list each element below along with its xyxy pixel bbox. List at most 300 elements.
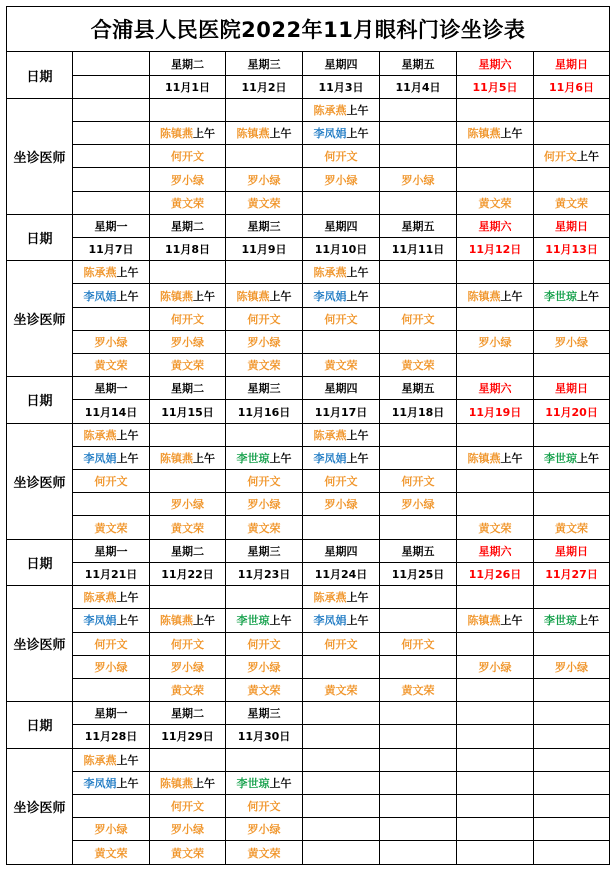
schedule-cell [150, 191, 226, 214]
doctor-name: 陈承燕 [83, 591, 117, 605]
session-label: 上午 [500, 614, 523, 628]
date-cell: 11月25日 [380, 562, 457, 585]
session-label: 上午 [346, 127, 369, 141]
schedule-cell [150, 470, 226, 493]
doctor-name: 李凤娟 [313, 127, 347, 141]
schedule-cell [150, 493, 226, 516]
schedule-cell [380, 122, 457, 145]
schedule-cell [150, 330, 226, 353]
schedule-cell [226, 516, 303, 539]
date-cell: 11月17日 [303, 400, 380, 423]
session-label: 上午 [577, 150, 600, 164]
date-label: 日期 [7, 52, 73, 98]
doctor-name: 李世琼 [236, 451, 270, 465]
doctor-name: 陈镇燕 [160, 451, 193, 465]
schedule-cell [303, 122, 380, 145]
doctor-row [7, 818, 610, 841]
date-cell: 11月8日 [150, 238, 226, 261]
date-cell: 11月23日 [226, 562, 303, 585]
doctor-name: 罗小绿 [171, 498, 204, 512]
doctor-row [7, 516, 610, 539]
doctor-name: 何开文 [94, 637, 128, 651]
schedule-cell [457, 794, 534, 817]
doctor-row [7, 632, 610, 655]
schedule-cell [226, 794, 303, 817]
date-cell: 11月5日 [457, 75, 534, 98]
weekday-cell: 星期一 [73, 539, 150, 562]
weekday-cell: 星期三 [226, 377, 303, 400]
doctor-name: 罗小绿 [401, 173, 435, 187]
schedule-cell [534, 354, 610, 377]
schedule-cell [150, 794, 226, 817]
schedule-cell [303, 841, 380, 865]
doctor-row [7, 330, 610, 353]
schedule-cell [226, 122, 303, 145]
doctor-name: 何开文 [247, 800, 281, 814]
doctor-name: 黄文荣 [247, 521, 281, 535]
schedule-cell [380, 632, 457, 655]
date-label: 日期 [7, 702, 73, 748]
doctor-name: 罗小绿 [324, 173, 358, 187]
doctor-name: 黄文荣 [401, 359, 435, 373]
schedule-cell [303, 470, 380, 493]
date-row [7, 238, 610, 261]
schedule-cell [226, 493, 303, 516]
schedule-cell [303, 586, 380, 609]
schedule-cell [380, 98, 457, 121]
schedule-cell [73, 818, 150, 841]
schedule-cell [73, 284, 150, 307]
doctor-name: 罗小绿 [171, 335, 204, 349]
schedule-cell [380, 145, 457, 168]
date-row [7, 562, 610, 585]
schedule-cell [457, 470, 534, 493]
doctor-row [7, 446, 610, 469]
doctor-name: 何开文 [401, 475, 435, 489]
doctor-row [7, 678, 610, 701]
date-cell: 11月21日 [73, 562, 150, 585]
doctor-name: 何开文 [171, 150, 204, 164]
doctor-row [7, 423, 610, 446]
schedule-cell [150, 771, 226, 794]
doctor-name: 李凤娟 [83, 451, 117, 465]
doctor-name: 陈承燕 [313, 428, 347, 442]
schedule-cell [226, 261, 303, 284]
session-label: 上午 [500, 127, 523, 141]
weekday-cell: 星期二 [150, 702, 226, 725]
schedule-cell [534, 284, 610, 307]
doctor-name: 陈承燕 [313, 266, 347, 280]
date-cell: 11月22日 [150, 562, 226, 585]
schedule-cell [73, 307, 150, 330]
schedule-cell [150, 678, 226, 701]
date-cell: 11月3日 [303, 75, 380, 98]
schedule-cell [534, 771, 610, 794]
doctor-name: 何开文 [401, 637, 435, 651]
weekday-cell: 星期三 [226, 539, 303, 562]
date-cell: 11月2日 [226, 75, 303, 98]
doctor-name: 何开文 [324, 637, 358, 651]
doctor-row [7, 794, 610, 817]
schedule-cell [73, 330, 150, 353]
schedule-cell [380, 307, 457, 330]
doctor-name: 李世琼 [544, 614, 578, 628]
weekday-cell: 星期日 [534, 214, 610, 237]
weekday-cell: 星期四 [303, 52, 380, 75]
weekday-cell: 星期日 [534, 377, 610, 400]
date-cell: 11月9日 [226, 238, 303, 261]
doctor-row [7, 493, 610, 516]
session-label: 上午 [193, 451, 215, 465]
schedule-cell [303, 330, 380, 353]
schedule-cell [457, 446, 534, 469]
schedule-cell [303, 818, 380, 841]
session-label: 上午 [346, 591, 369, 605]
schedule-cell [303, 493, 380, 516]
doctor-name: 何开文 [171, 637, 204, 651]
session-label: 上午 [193, 614, 215, 628]
schedule-table [6, 6, 610, 865]
schedule-cell [534, 678, 610, 701]
weekday-cell: 星期二 [150, 377, 226, 400]
date-cell: 11月15日 [150, 400, 226, 423]
session-label: 上午 [116, 451, 139, 465]
doctor-row [7, 191, 610, 214]
date-cell: 11月27日 [534, 562, 610, 585]
doctor-name: 陈镇燕 [160, 289, 193, 303]
schedule-cell [457, 632, 534, 655]
date-label: 日期 [7, 377, 73, 423]
schedule-cell [73, 191, 150, 214]
schedule-cell [457, 818, 534, 841]
doctor-name: 何开文 [401, 312, 435, 326]
doctor-name: 黄文荣 [247, 684, 281, 697]
doctor-name: 陈镇燕 [467, 614, 501, 628]
weekday-cell: 星期一 [73, 377, 150, 400]
doctor-name: 陈承燕 [313, 591, 347, 605]
schedule-cell [380, 841, 457, 865]
schedule-cell [457, 122, 534, 145]
schedule-cell [303, 307, 380, 330]
schedule-cell [73, 771, 150, 794]
weekday-cell: 星期六 [457, 214, 534, 237]
session-label: 上午 [116, 591, 139, 605]
schedule-cell [73, 609, 150, 632]
schedule-cell [534, 307, 610, 330]
doctor-row [7, 771, 610, 794]
schedule-cell [457, 98, 534, 121]
schedule-cell [457, 423, 534, 446]
session-label: 上午 [346, 103, 369, 117]
schedule-cell [73, 632, 150, 655]
doctor-name: 何开文 [171, 800, 204, 814]
schedule-cell [150, 632, 226, 655]
doctor-name: 何开文 [544, 150, 578, 164]
schedule-cell [457, 516, 534, 539]
schedule-cell [73, 493, 150, 516]
doctor-name: 陈镇燕 [467, 289, 501, 303]
schedule-cell [226, 145, 303, 168]
doctor-name: 黄文荣 [478, 196, 512, 210]
schedule-cell [226, 678, 303, 701]
doctor-name: 何开文 [324, 150, 358, 164]
doctor-name: 何开文 [171, 312, 204, 326]
doctor-name: 黄文荣 [401, 684, 435, 697]
weekday-cell: 星期五 [380, 539, 457, 562]
session-label: 上午 [346, 266, 369, 280]
schedule-cell [150, 748, 226, 771]
weekday-cell [73, 52, 150, 75]
doctor-name: 罗小绿 [555, 335, 589, 349]
weekday-cell: 星期六 [457, 52, 534, 75]
weekday-cell [380, 702, 457, 725]
schedule-cell [457, 678, 534, 701]
doctor-label: 坐诊医师 [7, 98, 73, 214]
schedule-cell [457, 493, 534, 516]
date-cell: 11月28日 [73, 725, 150, 748]
schedule-cell [226, 841, 303, 865]
schedule-cell [226, 771, 303, 794]
schedule-cell [303, 678, 380, 701]
schedule-cell [303, 145, 380, 168]
schedule-cell [303, 261, 380, 284]
schedule-cell [226, 98, 303, 121]
date-cell: 11月4日 [380, 75, 457, 98]
weekday-row [7, 702, 610, 725]
doctor-name: 罗小绿 [247, 660, 281, 674]
schedule-cell [150, 354, 226, 377]
session-label: 上午 [577, 289, 600, 303]
weekday-row [7, 539, 610, 562]
session-label: 上午 [500, 289, 523, 303]
doctor-name: 黄文荣 [247, 359, 281, 373]
doctor-name: 罗小绿 [478, 660, 512, 674]
doctor-name: 李凤娟 [83, 776, 117, 790]
doctor-name: 罗小绿 [171, 660, 204, 674]
schedule-cell [534, 423, 610, 446]
session-label: 上午 [269, 451, 292, 465]
doctor-name: 罗小绿 [94, 660, 128, 674]
schedule-cell [534, 794, 610, 817]
schedule-cell [534, 516, 610, 539]
doctor-name: 黄文荣 [478, 521, 512, 535]
schedule-cell [380, 493, 457, 516]
weekday-cell [457, 702, 534, 725]
schedule-cell [150, 122, 226, 145]
schedule-cell [226, 423, 303, 446]
weekday-cell: 星期五 [380, 214, 457, 237]
session-label: 上午 [116, 289, 139, 303]
schedule-cell [534, 122, 610, 145]
doctor-name: 何开文 [247, 312, 281, 326]
date-cell: 11月16日 [226, 400, 303, 423]
schedule-cell [226, 470, 303, 493]
schedule-cell [380, 678, 457, 701]
doctor-name: 黄文荣 [171, 684, 204, 697]
schedule-cell [150, 145, 226, 168]
session-label: 上午 [500, 451, 523, 465]
weekday-cell: 星期四 [303, 214, 380, 237]
date-cell: 11月20日 [534, 400, 610, 423]
schedule-cell [150, 307, 226, 330]
schedule-cell [226, 307, 303, 330]
schedule-cell [226, 354, 303, 377]
date-cell [534, 725, 610, 748]
schedule-cell [534, 655, 610, 678]
schedule-cell [226, 191, 303, 214]
schedule-cell [534, 98, 610, 121]
doctor-name: 李凤娟 [83, 614, 117, 628]
date-cell: 11月26日 [457, 562, 534, 585]
weekday-cell: 星期日 [534, 539, 610, 562]
date-cell: 11月30日 [226, 725, 303, 748]
date-row [7, 75, 610, 98]
schedule-cell [303, 168, 380, 191]
weekday-cell: 星期一 [73, 702, 150, 725]
doctor-label: 坐诊医师 [7, 261, 73, 377]
doctor-row [7, 261, 610, 284]
schedule-cell [73, 655, 150, 678]
weekday-cell: 星期三 [226, 214, 303, 237]
weekday-cell [534, 702, 610, 725]
weekday-cell: 星期六 [457, 539, 534, 562]
doctor-name: 黄文荣 [324, 359, 358, 373]
weekday-cell [303, 702, 380, 725]
schedule-cell [226, 818, 303, 841]
schedule-cell [73, 98, 150, 121]
schedule-cell [150, 423, 226, 446]
doctor-name: 罗小绿 [401, 498, 435, 512]
schedule-cell [534, 841, 610, 865]
schedule-cell [380, 470, 457, 493]
date-cell [457, 725, 534, 748]
schedule-cell [380, 261, 457, 284]
doctor-row [7, 470, 610, 493]
schedule-cell [150, 609, 226, 632]
schedule-cell [457, 771, 534, 794]
schedule-cell [457, 330, 534, 353]
doctor-name: 何开文 [94, 475, 128, 489]
schedule-cell [73, 122, 150, 145]
schedule-cell [73, 678, 150, 701]
doctor-row [7, 655, 610, 678]
schedule-cell [380, 354, 457, 377]
schedule-cell [226, 446, 303, 469]
schedule-cell [226, 586, 303, 609]
date-cell: 11月13日 [534, 238, 610, 261]
doctor-name: 黄文荣 [171, 846, 204, 860]
schedule-cell [457, 168, 534, 191]
session-label: 上午 [346, 451, 369, 465]
schedule-cell [150, 446, 226, 469]
schedule-cell [150, 98, 226, 121]
schedule-cell [73, 168, 150, 191]
doctor-name: 陈镇燕 [467, 127, 501, 141]
schedule-cell [457, 841, 534, 865]
doctor-name: 黄文荣 [247, 846, 281, 860]
date-cell: 11月10日 [303, 238, 380, 261]
weekday-cell: 星期一 [73, 214, 150, 237]
session-label: 上午 [346, 289, 369, 303]
schedule-cell [226, 168, 303, 191]
doctor-name: 李世琼 [544, 289, 578, 303]
doctor-name: 黄文荣 [555, 521, 589, 535]
doctor-name: 何开文 [324, 312, 358, 326]
session-label: 上午 [116, 266, 139, 280]
doctor-row [7, 98, 610, 121]
schedule-cell [534, 446, 610, 469]
schedule-cell [534, 748, 610, 771]
page-title: 合浦县人民医院2022年11月眼科门诊坐诊表 [7, 7, 610, 52]
weekday-cell: 星期六 [457, 377, 534, 400]
doctor-name: 陈镇燕 [236, 127, 270, 141]
schedule-cell [226, 330, 303, 353]
schedule-cell [73, 446, 150, 469]
schedule-cell [303, 423, 380, 446]
schedule-cell [150, 284, 226, 307]
doctor-name: 陈镇燕 [160, 127, 193, 141]
schedule-cell [380, 818, 457, 841]
schedule-cell [380, 655, 457, 678]
schedule-cell [380, 586, 457, 609]
schedule-cell [303, 446, 380, 469]
doctor-name: 黄文荣 [247, 196, 281, 210]
schedule-cell [380, 516, 457, 539]
date-cell: 11月29日 [150, 725, 226, 748]
schedule-cell [303, 794, 380, 817]
doctor-row [7, 145, 610, 168]
schedule-cell [226, 609, 303, 632]
schedule-cell [380, 191, 457, 214]
doctor-name: 黄文荣 [555, 196, 589, 210]
doctor-name: 罗小绿 [324, 498, 358, 512]
doctor-row [7, 841, 610, 865]
schedule-cell [73, 794, 150, 817]
doctor-name: 黄文荣 [324, 684, 358, 697]
schedule-cell [226, 284, 303, 307]
session-label: 上午 [269, 614, 292, 628]
schedule-cell [457, 261, 534, 284]
session-label: 上午 [193, 289, 215, 303]
doctor-name: 何开文 [324, 475, 358, 489]
schedule-cell [73, 354, 150, 377]
schedule-cell [303, 191, 380, 214]
doctor-name: 黄文荣 [171, 196, 204, 210]
doctor-label: 坐诊医师 [7, 748, 73, 864]
schedule-cell [534, 168, 610, 191]
doctor-name: 罗小绿 [171, 173, 204, 187]
schedule-cell [73, 841, 150, 865]
schedule-cell [457, 748, 534, 771]
session-label: 上午 [193, 776, 215, 790]
doctor-name: 陈承燕 [313, 103, 347, 117]
session-label: 上午 [577, 614, 600, 628]
session-label: 上午 [577, 451, 600, 465]
date-cell: 11月1日 [150, 75, 226, 98]
doctor-name: 李凤娟 [313, 289, 347, 303]
schedule-cell [457, 145, 534, 168]
schedule-cell [380, 771, 457, 794]
schedule-cell [534, 145, 610, 168]
schedule-cell [534, 586, 610, 609]
schedule-cell [457, 655, 534, 678]
weekday-cell: 星期五 [380, 52, 457, 75]
schedule-cell [303, 655, 380, 678]
schedule-cell [534, 470, 610, 493]
weekday-row [7, 377, 610, 400]
schedule-cell [303, 609, 380, 632]
schedule-cell [150, 516, 226, 539]
